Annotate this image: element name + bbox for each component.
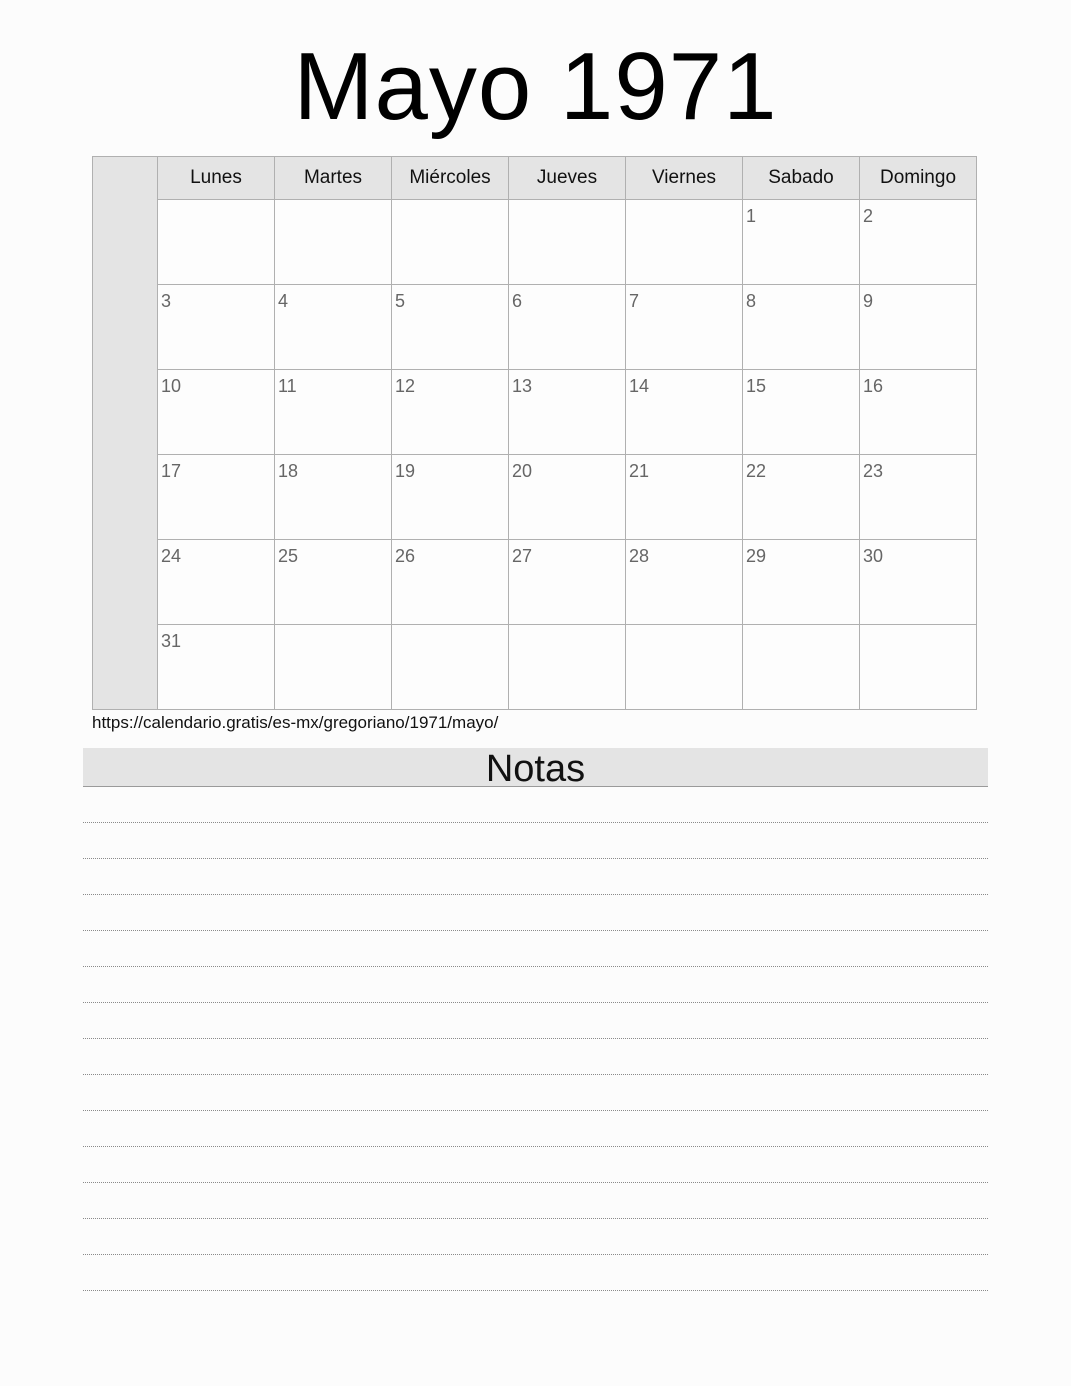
day-number: 17 [161,461,182,481]
day-number: 4 [278,291,289,311]
notes-lines [83,787,988,1291]
day-cell [275,370,392,455]
day-cell [392,625,509,710]
day-cell [509,370,626,455]
note-line [83,895,988,931]
day-cell [626,200,743,285]
day-cell [860,285,977,370]
day-cell [392,370,509,455]
note-line [83,1111,988,1147]
day-number [626,625,742,631]
month-table [157,156,977,710]
note-line [83,1003,988,1039]
day-number: 18 [278,461,299,481]
day-number [392,625,508,631]
weekday-header: Lunes [158,157,275,200]
day-number: 21 [629,461,650,481]
day-cell [860,625,977,710]
day-cell [158,540,275,625]
day-number: 26 [395,546,416,566]
day-number: 1 [746,206,757,226]
day-number [275,625,391,631]
day-number: 7 [629,291,640,311]
day-number: 2 [863,206,874,226]
day-number: 28 [629,546,650,566]
day-number: 9 [863,291,874,311]
note-line [83,1039,988,1075]
day-number [860,625,976,631]
note-line [83,1183,988,1219]
day-cell [275,285,392,370]
day-cell [509,200,626,285]
day-number: 10 [161,376,182,396]
day-number [626,200,742,206]
day-cell [626,625,743,710]
week-number-column [92,156,158,710]
day-number: 24 [161,546,182,566]
note-line [83,931,988,967]
note-line [83,787,988,823]
weekday-header: Sabado [743,157,860,200]
day-cell [158,285,275,370]
day-number [743,625,859,631]
day-number [158,200,274,206]
day-cell [743,455,860,540]
day-cell [275,200,392,285]
weekday-header: Domingo [860,157,977,200]
day-cell [158,370,275,455]
day-cell [509,625,626,710]
day-cell [860,540,977,625]
day-cell [743,200,860,285]
week-row [158,540,977,625]
day-number: 30 [863,546,884,566]
week-row [158,285,977,370]
day-cell [158,200,275,285]
weekday-header-row [158,157,977,200]
day-cell [158,625,275,710]
notes-title: Notas [83,748,988,787]
day-number: 15 [746,376,767,396]
day-cell [509,285,626,370]
day-number [392,200,508,206]
day-number: 5 [395,291,406,311]
note-line [83,1075,988,1111]
day-cell [275,455,392,540]
note-line [83,859,988,895]
day-cell [509,455,626,540]
note-line [83,1219,988,1255]
day-number: 16 [863,376,884,396]
day-number: 25 [278,546,299,566]
day-cell [392,455,509,540]
week-row [158,625,977,710]
day-cell [743,540,860,625]
note-line [83,967,988,1003]
day-cell [392,200,509,285]
week-row [158,200,977,285]
calendar-grid [92,156,977,710]
week-row [158,455,977,540]
day-number: 22 [746,461,767,481]
day-cell [743,370,860,455]
day-cell [626,540,743,625]
day-cell [626,455,743,540]
day-cell [509,540,626,625]
week-row [158,370,977,455]
day-number: 6 [512,291,523,311]
day-cell [860,455,977,540]
source-url: https://calendario.gratis/es-mx/gregoriano/1971/mayo/ [92,713,499,732]
day-number [509,200,625,206]
day-cell [743,285,860,370]
day-cell [275,540,392,625]
day-number [275,200,391,206]
day-number: 27 [512,546,533,566]
day-number: 19 [395,461,416,481]
note-line [83,823,988,859]
day-cell [626,285,743,370]
page-title: Mayo 1971 [293,33,778,140]
weekday-header: Martes [275,157,392,200]
day-number: 14 [629,376,650,396]
day-number: 12 [395,376,416,396]
weekday-header: Viernes [626,157,743,200]
day-number: 31 [161,631,182,651]
day-number: 3 [161,291,172,311]
day-cell [860,370,977,455]
day-number: 11 [278,376,297,396]
day-cell [275,625,392,710]
note-line [83,1147,988,1183]
day-cell [743,625,860,710]
day-number: 13 [512,376,533,396]
day-number [509,625,625,631]
day-number: 8 [746,291,757,311]
note-line [83,1255,988,1291]
day-cell [158,455,275,540]
day-number: 20 [512,461,533,481]
day-number: 23 [863,461,884,481]
day-number: 29 [746,546,767,566]
day-cell [626,370,743,455]
day-cell [860,200,977,285]
day-cell [392,540,509,625]
day-cell [392,285,509,370]
weekday-header: Miércoles [392,157,509,200]
weekday-header: Jueves [509,157,626,200]
